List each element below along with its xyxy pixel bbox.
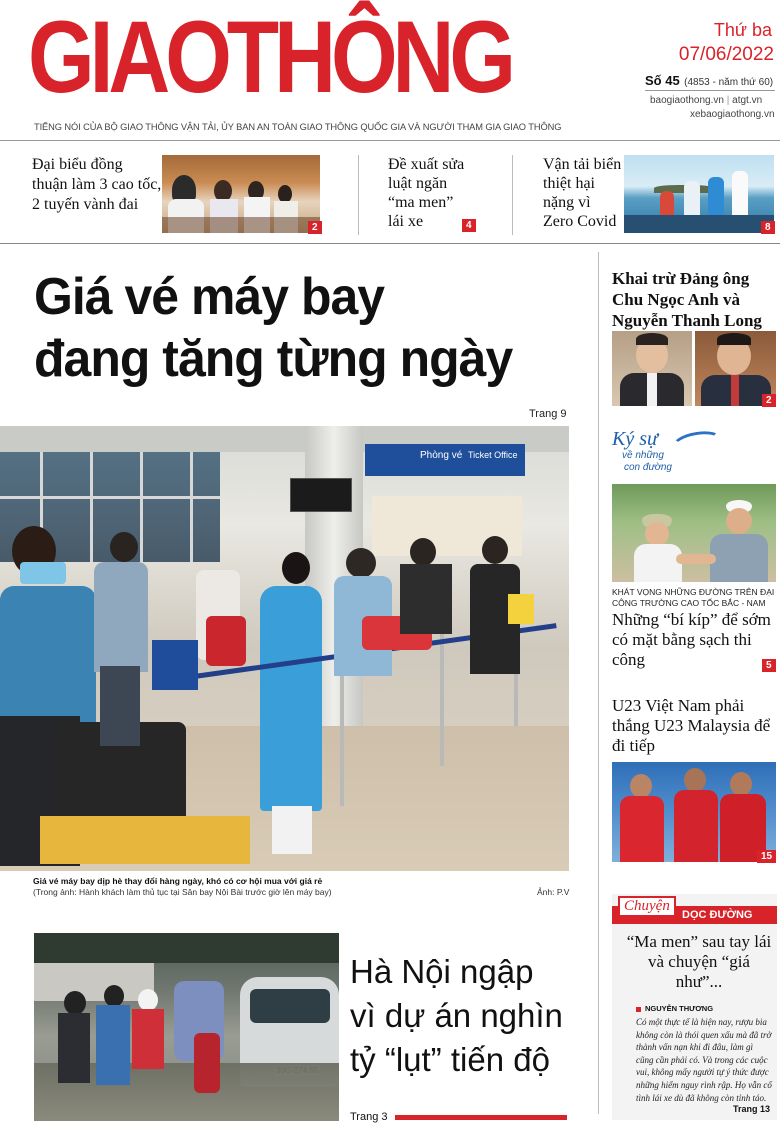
teaser-1[interactable] bbox=[32, 155, 354, 235]
series-logo-line2: về những bbox=[622, 450, 664, 461]
teaser-3[interactable] bbox=[543, 155, 775, 235]
issue-no: Số 45 bbox=[645, 73, 680, 88]
sidebar-item-1-page: 2 bbox=[762, 394, 776, 407]
teaser-3-page: 8 bbox=[761, 221, 775, 234]
lead-caption bbox=[33, 876, 533, 898]
sidebar-item-1[interactable] bbox=[612, 268, 778, 331]
sidebar-item-3-title: U23 Việt Nam phải thắng U23 Malaysia để đi tiếp bbox=[612, 696, 771, 755]
sidebar-item-3-page: 15 bbox=[757, 850, 776, 863]
lead-headline[interactable] bbox=[34, 266, 589, 390]
series-logo-line1: Ký sự bbox=[612, 428, 658, 450]
masthead-logo: GIAOTHÔNG bbox=[28, 0, 511, 114]
second-rule bbox=[395, 1115, 567, 1120]
site-link-1[interactable]: baogiaothong.vn bbox=[650, 95, 724, 106]
column-title: “Ma men” sau tay lái và chuyện “giá như”... bbox=[626, 932, 772, 991]
sidebar-item-2-page: 5 bbox=[762, 659, 776, 672]
second-headline-line1: Hà Nội ngập bbox=[350, 953, 534, 990]
second-photo bbox=[34, 933, 339, 1121]
teaser-2-title: Đề xuất sửa luật ngăn “ma men” lái xe bbox=[388, 156, 465, 230]
ticket-office-sign: Ticket Office bbox=[468, 450, 518, 460]
lead-caption-line1: Giá vé máy bay dịp hè thay đổi hàng ngày, khó có cơ hội mua với giá rẻ bbox=[33, 876, 323, 886]
issue-date: 07/06/2022 bbox=[678, 44, 774, 65]
weekday: Thứ ba bbox=[713, 20, 772, 40]
sidebar-item-3[interactable] bbox=[612, 696, 778, 756]
second-headline-line3: tỷ “lụt” tiến độ bbox=[350, 1041, 550, 1078]
column-page-ref: Trang 13 bbox=[730, 1104, 770, 1114]
masthead: GIAOTHÔNG TIẾNG NÓI CỦA BỘ GIAO THÔNG VẬN TẢI, ỦY BAN AN TOÀN GIAO THÔNG QUỐC GIA VÀ NGƯỜI THAM GIA GIAO THÔNG Thứ ba 07/06/2022 Số 45 (4853 - năm thứ 60) baogiaothong.vn | atgt.vn xebaogiaothong.vn bbox=[28, 0, 775, 132]
teaser-3-title: Vận tải biển thiệt hại nặng vì Zero Covid bbox=[543, 156, 622, 230]
column-body: Có một thực tế là hiện nay, rượu bia không còn là thói quen xấu mà đã trở thành vấn nạn khi đi đâu, làm gì cũng cần phải có. Và trong các cuộc vui, không mấy người tự ý thức được những hiểm nguy rình rập. Họ vẫn cố tình lái xe dù đã không còn tỉnh táo. bbox=[636, 1017, 772, 1103]
lead-photo bbox=[0, 426, 569, 871]
teaser-2[interactable] bbox=[388, 155, 478, 235]
column-author: NGUYỄN THƯƠNG bbox=[645, 1004, 714, 1013]
site-link-3[interactable]: xebaogiaothong.vn bbox=[690, 109, 775, 120]
site-link-2[interactable]: atgt.vn bbox=[732, 95, 763, 106]
ticket-zone-sign: Phòng vé bbox=[420, 450, 463, 461]
sidebar-item-2[interactable] bbox=[612, 610, 778, 670]
masthead-tagline: TIẾNG NÓI CỦA BỘ GIAO THÔNG VẬN TẢI, ỦY BAN AN TOÀN GIAO THÔNG QUỐC GIA VÀ NGƯỜI THAM GIA GIAO THÔNG bbox=[34, 122, 562, 132]
column-author-dot bbox=[636, 1007, 641, 1012]
lead-photo-credit: Ảnh: P.V bbox=[537, 887, 570, 897]
column-box[interactable] bbox=[612, 894, 777, 1120]
second-headline-line2: vì dự án nghìn bbox=[350, 997, 563, 1034]
column-badge: Chuyện bbox=[618, 896, 676, 917]
teaser-3-photo bbox=[624, 155, 774, 233]
issue-number bbox=[645, 72, 773, 90]
series-logo bbox=[612, 428, 732, 480]
sidebar-item-2-title: Những “bí kíp” để sớm có mặt bằng sạch thi công bbox=[612, 610, 771, 669]
issue-detail: (4853 - năm thứ 60) bbox=[684, 77, 774, 88]
sidebar-item-1-photo-left bbox=[612, 331, 692, 406]
lead-caption-line2: (Trong ảnh: Hành khách làm thủ tục tại Sân bay Nội Bài trước giờ lên máy bay) bbox=[33, 887, 332, 897]
series-logo-line3: con đường bbox=[624, 462, 672, 473]
lead-headline-line1: Giá vé máy bay bbox=[34, 268, 385, 326]
lead-page-ref[interactable]: Trang 9 bbox=[529, 408, 567, 420]
teaser-1-title: Đại biểu đồng thuận làm 3 cao tốc, 2 tuyến vành đai bbox=[32, 156, 162, 213]
teaser-1-page: 2 bbox=[308, 221, 322, 234]
second-page-ref[interactable]: Trang 3 bbox=[350, 1111, 388, 1123]
road-swoosh-icon bbox=[670, 428, 723, 458]
teaser-2-page: 4 bbox=[462, 219, 476, 232]
column-label: DỌC ĐƯỜNG bbox=[682, 909, 753, 921]
sidebar-item-1-title: Khai trừ Đảng ông Chu Ngọc Anh và Nguyễn Thanh Long bbox=[612, 269, 762, 330]
sidebar-item-2-kicker: KHÁT VỌNG NHỮNG ĐƯỜNG TRÊN ĐẠI CÔNG TRƯỜNG CAO TỐC BẮC - NAM bbox=[612, 587, 775, 608]
lead-headline-line2: đang tăng từng ngày bbox=[34, 330, 513, 388]
teaser-1-photo bbox=[162, 155, 320, 233]
sidebar-item-2-photo bbox=[612, 484, 776, 582]
second-headline[interactable] bbox=[350, 950, 590, 1082]
sidebar-item-3-photo bbox=[612, 762, 776, 862]
